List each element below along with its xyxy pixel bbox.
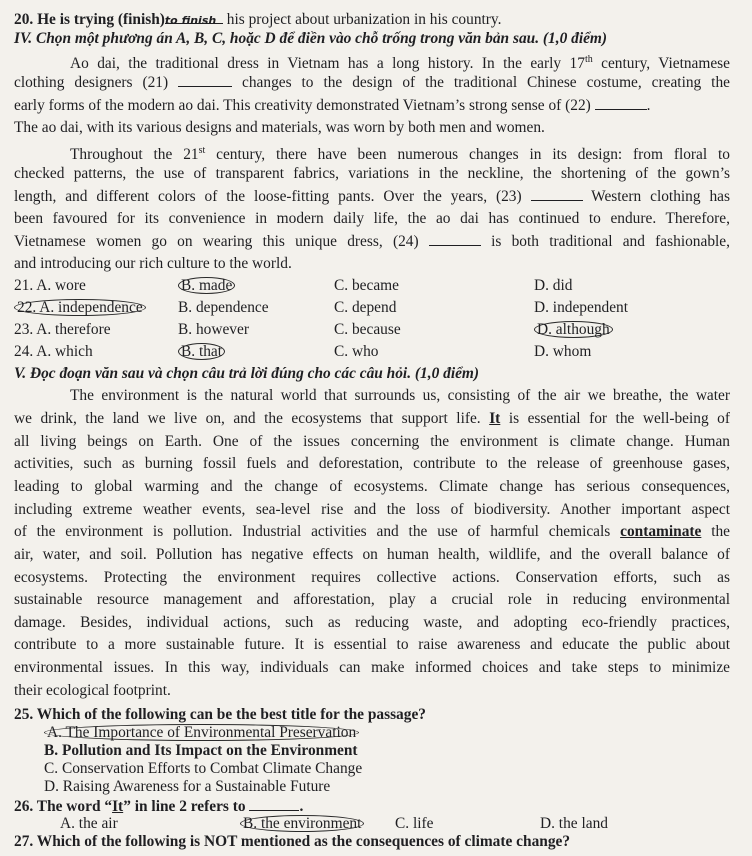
q27-stem: 27. Which of the following is NOT mentioned as the consequences of climate change? — [14, 833, 571, 850]
passage2-line-9: ecosystems. Protecting the environment requires collective actions. Conservation efforts, such as — [14, 569, 730, 586]
q25-option-c[interactable]: C. Conservation Efforts to Combat Climate Change — [44, 760, 363, 777]
blank-21 — [178, 73, 232, 87]
passage2-line-13: environmental issues. In this way, individuals can make informed choices and take steps to minimize — [14, 659, 730, 676]
q22-option-d[interactable]: D. independent — [534, 299, 629, 316]
passage2-line-10: sustainable resource management and afforestation, play a crucial role in reducing environmental — [14, 591, 730, 608]
q20-stem-end: his project about urbanization in his country. — [222, 11, 502, 28]
passage1-line-7: length, and different colors of the loose-fitting pants. Over the years, (23) Western clothing has — [14, 188, 730, 205]
q20-blank — [164, 10, 223, 27]
q22-option-b[interactable]: B. dependence — [178, 299, 269, 316]
blank-24 — [429, 232, 481, 246]
passage1-line-2: clothing designers (21) changes to the design of the traditional Chinese costume, creating the — [14, 74, 730, 91]
q23-option-d[interactable]: D. although — [534, 320, 613, 339]
q24-option-c[interactable]: C. who — [334, 343, 379, 360]
word-it-underlined: It — [489, 410, 501, 427]
passage2-line-7: of the environment is pollution. Industrial activities and the use of harmful chemicals contaminate the — [14, 523, 730, 540]
q26-stem: 26. The word “It” in line 2 refers to . — [14, 798, 304, 815]
passage2-line-4: activities, such as burning fossil fuels and deforestation, contribute to the release of greenhouse gases, — [14, 455, 730, 472]
passage1-line-6: checked patterns, the use of transparent fabrics, variations in the neckline, the shortening of the gown’s — [14, 165, 730, 182]
q26-option-b[interactable]: B. the environment — [240, 815, 364, 833]
passage2-line-8: air, water, and soil. Pollution has negative effects on human health, wildlife, and the overall balance of — [14, 546, 730, 563]
passage1-line-3: early forms of the modern ao dai. This creativity demonstrated Vietnam’s strong sense of (22) . — [14, 97, 651, 114]
passage2-line-11: damage. Besides, individual actions, such as reducing waste, and adopting eco-friendly practices, — [14, 614, 730, 631]
q21-option-c[interactable]: C. became — [334, 277, 399, 294]
q20-handwritten-answer: to finish — [164, 14, 217, 27]
q21-option-d[interactable]: D. did — [534, 277, 573, 294]
q23-option-b[interactable]: B. however — [178, 321, 249, 338]
q24-option-d[interactable]: D. whom — [534, 343, 592, 360]
section-v-heading: V. Đọc đoạn văn sau và chọn câu trả lời đúng cho các câu hỏi. (1,0 điểm) — [14, 365, 480, 382]
passage1-line-4: The ao dai, with its various designs and materials, was worn by both men and women. — [14, 119, 545, 136]
q26-it: It — [112, 798, 124, 815]
q22-option-c[interactable]: C. depend — [334, 299, 397, 316]
passage1-line-1: Ao dai, the traditional dress in Vietnam has a long history. In the early 17th century, Vietnamese — [70, 54, 731, 73]
q26-blank — [249, 797, 299, 811]
passage2-line-5: leading to global warming and the change of ecosystems. Climate change has serious consequences, — [14, 478, 730, 495]
blank-22 — [595, 96, 647, 110]
q20-stem: 20. He is trying (finish) — [14, 11, 165, 28]
q25-option-a[interactable]: A. The Importance of Environmental Preservation — [44, 724, 359, 742]
word-contaminate-underlined: contaminate — [620, 523, 702, 540]
q24-option-a[interactable]: 24. A. which — [14, 343, 93, 360]
passage2-line-2: we drink, the land we live on, and the ecosystems that support life. It is essential for the well-being of — [14, 410, 731, 427]
passage2-line-1: The environment is the natural world that surrounds us, consisting of the air we breathe, the water — [70, 387, 730, 404]
passage2-line-14: their ecological footprint. — [14, 682, 171, 699]
q25-option-d[interactable]: D. Raising Awareness for a Sustainable Future — [44, 778, 331, 795]
q22-option-a[interactable]: 22. A. independence — [14, 298, 146, 317]
q24-option-b[interactable]: B. that — [178, 342, 225, 361]
q26-option-c[interactable]: C. life — [395, 815, 434, 832]
section-iv-heading: IV. Chọn một phương án A, B, C, hoặc D để điền vào chỗ trống trong văn bản sau. (1,0 điểm) — [14, 30, 608, 47]
passage1-line-9: Vietnamese women go on wearing this unique dress, (24) is both traditional and fashionable, — [14, 233, 730, 250]
q26-option-d[interactable]: D. the land — [540, 815, 608, 832]
passage1-line-8: been favoured for its convenience in modern daily life, the ao dai has continued to endure. Therefore, — [14, 210, 730, 227]
passage2-line-6: including extreme weather events, sea-level rise and the loss of biodiversity. Another important aspect — [14, 501, 730, 518]
passage1-line-10: and introducing our rich culture to the world. — [14, 255, 292, 272]
q26-option-a[interactable]: A. the air — [60, 815, 118, 832]
passage1-line-5: Throughout the 21st century, there have been numerous changes in its design: from floral to — [70, 145, 730, 164]
passage2-line-12: contribute to a more sustainable future. It is essential to raise awareness and educate the public about — [14, 636, 730, 653]
q23-option-c[interactable]: C. because — [334, 321, 401, 338]
q25-stem: 25. Which of the following can be the best title for the passage? — [14, 706, 426, 723]
passage2-line-3: all living beings on Earth. One of the issues concerning the environment is climate change. Human — [14, 433, 730, 450]
q21-option-b[interactable]: B. made — [178, 276, 235, 295]
q20-line — [14, 10, 730, 29]
q25-option-b[interactable]: B. Pollution and Its Impact on the Environment — [44, 742, 358, 759]
q23-option-a[interactable]: 23. A. therefore — [14, 321, 111, 338]
q21-option-a[interactable]: 21. A. wore — [14, 277, 86, 294]
blank-23 — [531, 187, 583, 201]
